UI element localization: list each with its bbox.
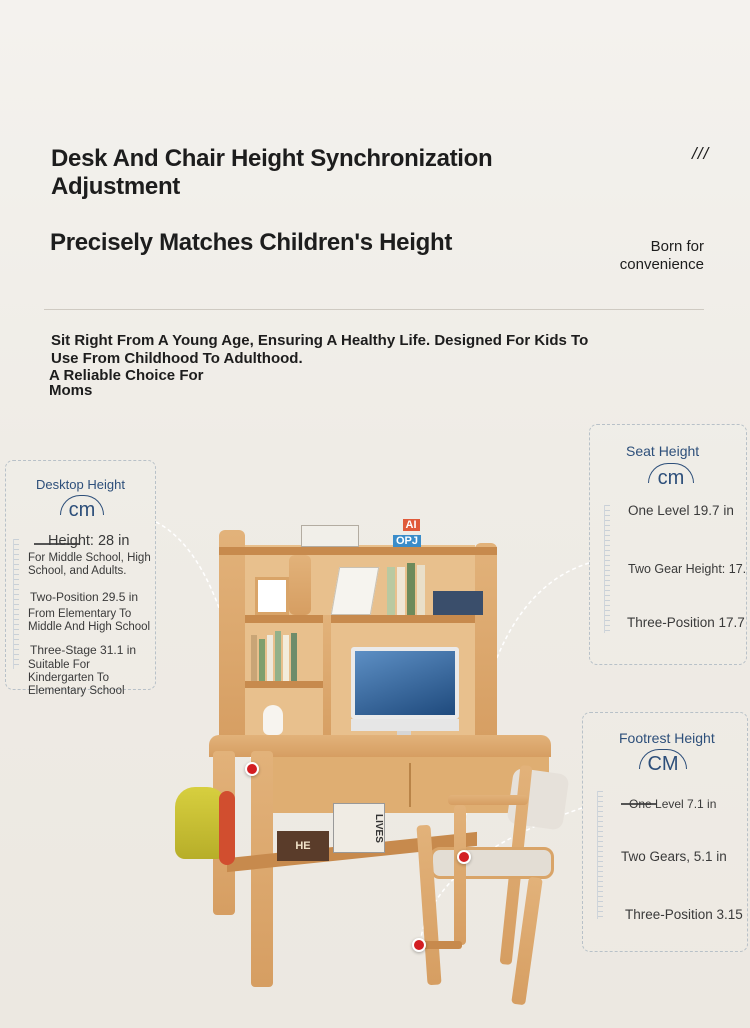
description-text: Sit Right From A Young Age, Ensuring A Healthy Life. Designed For Kids To Use From Childhood To Adulthood. xyxy=(51,332,589,367)
seat-height-title: Seat Height xyxy=(626,443,700,459)
seat-level-3-label: Three-Position 17.7 xyxy=(627,615,745,630)
page-subtitle: Precisely Matches Children's Height xyxy=(50,229,453,256)
chair-illustration xyxy=(400,765,570,1015)
desktop-level-3-desc: Suitable For Kindergarten To Elementary School xyxy=(28,659,125,697)
desktop-level-2-label: Two-Position 29.5 in xyxy=(30,590,139,604)
cm-unit-badge: CM xyxy=(639,749,687,779)
seat-level-1-label: One Level 19.7 in xyxy=(628,503,734,518)
monitor xyxy=(351,647,459,719)
footrest-level-2-label: Two Gears, 5.1 in xyxy=(621,849,727,864)
seat-level-2-label: Two Gear Height: 17. xyxy=(628,562,747,576)
toy-blocks: AI xyxy=(395,519,427,533)
tagline: Born for convenience xyxy=(619,238,704,273)
desktop-level-3-label: Three-Stage 31.1 in xyxy=(30,643,137,657)
desktop-level-2-desc: From Elementary To Middle And High School xyxy=(28,608,151,633)
storage-box: HE xyxy=(277,831,329,861)
page-title: Desk And Chair Height Synchronization Adjustment xyxy=(51,145,493,200)
footrest-height-title: Footrest Height xyxy=(619,730,715,746)
cm-unit-badge: cm xyxy=(60,495,104,525)
desktop-height-title: Desktop Height xyxy=(36,477,125,492)
footrest-height-marker xyxy=(412,938,426,952)
footrest-level-1-label: One Level 7.1 in xyxy=(629,797,717,811)
desktop-level-1-desc: For Middle School, High School, and Adults. xyxy=(28,552,151,577)
desk-illustration: AI OPJ LIVES HE xyxy=(205,515,560,1015)
book-stack: LIVES xyxy=(333,803,385,853)
desktop-level-1-label: Height: 28 in xyxy=(48,533,130,549)
seat-height-marker xyxy=(457,850,471,864)
cm-unit-badge: cm xyxy=(648,463,694,493)
footrest-level-3-label: Three-Position 3.15 xyxy=(625,907,743,922)
decorative-slashes: /// xyxy=(692,144,710,163)
desktop-height-marker xyxy=(245,762,259,776)
description-subtext: A Reliable Choice For Moms xyxy=(49,367,204,399)
